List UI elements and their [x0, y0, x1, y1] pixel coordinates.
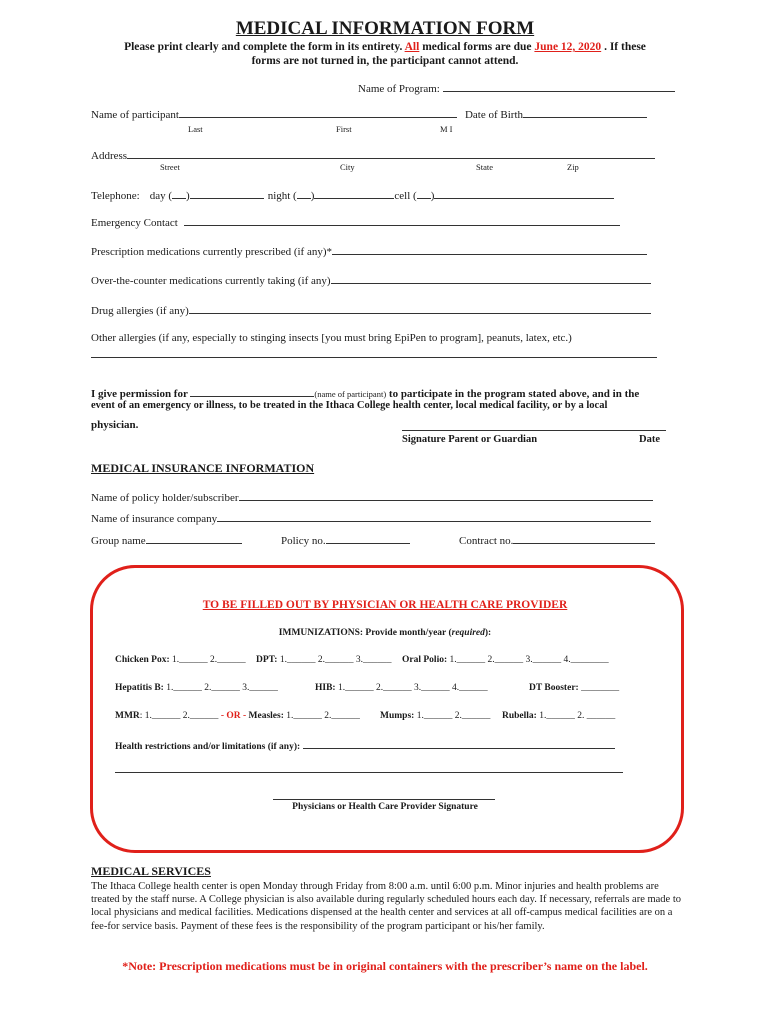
hib-group — [315, 683, 488, 693]
address-row — [91, 148, 655, 162]
hepb-field[interactable]: 1.______ 2.______ 3.______ — [166, 683, 278, 693]
dpt-label: DPT: — [256, 655, 278, 665]
chicken-pox-label: Chicken Pox: — [115, 655, 170, 665]
dob-label: Date of Birth — [464, 109, 524, 121]
mmr-field[interactable]: : 1.______ 2.______ — [139, 711, 219, 721]
contract-row — [459, 533, 655, 547]
drug-allergies-row — [91, 303, 651, 317]
rubella-field[interactable]: 1.______ 2. ______ — [539, 711, 616, 721]
other-allergies-label: Other allergies (if any, especially to stinging insects [you must bring EpiPen to program], peanuts, latex, etc.) — [91, 332, 572, 344]
restrictions-field-2[interactable] — [115, 772, 623, 773]
holder-row — [91, 490, 653, 504]
program-field[interactable] — [443, 81, 675, 92]
day-area-field[interactable] — [172, 188, 186, 199]
emergency-field[interactable] — [184, 215, 620, 226]
sub-mi: M I — [440, 124, 453, 134]
mumps-group — [380, 711, 490, 721]
permission-line3: physician. — [91, 419, 139, 431]
participant-row — [91, 107, 647, 121]
intro-line2: forms are not turned in, the participant cannot attend. — [251, 55, 519, 67]
measles-field[interactable]: 1.______ 2.______ — [286, 711, 360, 721]
permission-lead: I give permission for — [91, 388, 191, 400]
day-paren: ) — [186, 190, 190, 202]
dt-field[interactable]: ________ — [581, 683, 620, 693]
holder-field[interactable] — [239, 490, 653, 501]
permission-line2: event of an emergency or illness, to be treated in the Ithaca College health center, local medical facility, or by a local — [91, 400, 608, 411]
group-row — [91, 533, 242, 547]
immun-label: IMMUNIZATIONS: Provide month/year ( — [278, 628, 452, 638]
immun-row-3 — [115, 711, 360, 721]
intro-part2: medical forms are due — [419, 41, 535, 53]
night-label: night ( — [267, 190, 297, 202]
sub-city: City — [340, 162, 355, 172]
prescription-field[interactable] — [332, 244, 647, 255]
sub-street: Street — [160, 162, 180, 172]
hepb-label: Hepatitis B: — [115, 683, 164, 693]
address-label: Address — [91, 150, 128, 162]
emergency-label: Emergency Contact — [91, 217, 178, 229]
hepb-group — [115, 683, 278, 693]
intro-all: All — [404, 41, 420, 53]
immun-required: required — [451, 628, 485, 638]
night-paren: ) — [310, 190, 315, 202]
otc-label: Over-the-counter medications currently taking (if any) — [91, 275, 331, 287]
immunizations-header — [0, 628, 770, 638]
day-label: day ( — [149, 190, 173, 202]
or-label: - OR - — [218, 711, 249, 721]
cell-area-field[interactable] — [417, 188, 431, 199]
permission-line1 — [91, 386, 639, 400]
other-allergies-field[interactable] — [91, 357, 657, 358]
program-row — [358, 81, 675, 95]
services-text: The Ithaca College health center is open Monday through Friday from 8:00 a.m. until 6:00 p.m. Minor injuries and health problems are treated by the staff nurse. A College physician is also available during regularly scheduled hours each day. If necessary, referrals are made to local physicians and medical facilities. Medications dispensed at the health center and services at all off-campus medical facilities are on a fee-for service basis. Payment of these fees is the responsibility of the program participant or his/her family. — [91, 881, 682, 932]
dt-label: DT Booster: — [529, 683, 579, 693]
telephone-row — [91, 188, 614, 202]
sub-state: State — [476, 162, 493, 172]
immun-row-1 — [115, 655, 246, 665]
prescription-label: Prescription medications currently prescribed (if any)* — [91, 246, 333, 258]
physician-section-title: TO BE FILLED OUT BY PHYSICIAN OR HEALTH CARE PROVIDER — [202, 599, 568, 611]
policy-field[interactable] — [326, 533, 410, 544]
sub-last: Last — [188, 124, 203, 134]
holder-label: Name of policy holder/subscriber — [91, 492, 239, 504]
physician-signature-field[interactable] — [273, 799, 495, 800]
company-row — [91, 511, 651, 525]
company-field[interactable] — [217, 511, 651, 522]
telephone-label: Telephone: — [91, 190, 140, 202]
cell-paren: ) — [430, 190, 435, 202]
drug-allergies-label: Drug allergies (if any) — [91, 305, 189, 317]
contract-field[interactable] — [513, 533, 655, 544]
permission-text1: to participate in the program stated above, and in the — [386, 388, 640, 400]
prescription-note: *Note: Prescription medications must be in original containers with the prescriber’s name on the label. — [122, 959, 648, 973]
permission-name-note: (name of participant) — [314, 389, 387, 399]
oral-polio-field[interactable]: 1.______ 2.______ 3.______ 4.________ — [449, 655, 609, 665]
restrictions-row — [115, 739, 615, 752]
restrictions-label: Health restrictions and/or limitations (if any): — [115, 742, 303, 752]
mmr-label: MMR — [115, 711, 140, 721]
sub-first: First — [336, 124, 352, 134]
group-label: Group name — [91, 535, 146, 547]
cell-label: cell ( — [394, 190, 417, 202]
oral-polio-label: Oral Polio: — [402, 655, 448, 665]
parent-signature-label: Signature Parent or Guardian — [402, 434, 538, 445]
address-field[interactable] — [127, 148, 655, 159]
measles-label: Measles: — [248, 711, 284, 721]
participant-field[interactable] — [179, 107, 457, 118]
drug-allergies-field[interactable] — [189, 303, 651, 314]
intro-part1: Please print clearly and complete the form in its entirety. — [124, 41, 405, 53]
group-field[interactable] — [146, 533, 242, 544]
night-area-field[interactable] — [297, 188, 311, 199]
prescription-row — [91, 244, 647, 258]
due-date: June 12, 2020 — [534, 41, 602, 53]
parent-signature-field[interactable] — [402, 430, 666, 431]
participant-label: Name of participant — [91, 109, 179, 121]
intro-text — [60, 40, 710, 68]
form-title: MEDICAL INFORMATION FORM — [235, 18, 535, 39]
parent-date-label: Date — [639, 434, 660, 445]
restrictions-field[interactable] — [303, 739, 615, 749]
hib-field[interactable]: 1.______ 2.______ 3.______ 4.______ — [337, 683, 488, 693]
mumps-label: Mumps: — [380, 711, 415, 721]
dpt-group — [256, 655, 391, 665]
contract-label: Contract no. — [459, 535, 514, 547]
program-label: Name of Program: — [358, 83, 443, 95]
physician-signature-label: Physicians or Health Care Provider Signature — [292, 802, 478, 812]
hib-label: HIB: — [315, 683, 336, 693]
dpt-field[interactable]: 1.______ 2.______ 3.______ — [279, 655, 392, 665]
policy-label: Policy no. — [281, 535, 326, 547]
policy-row — [281, 533, 410, 547]
dob-field[interactable] — [523, 107, 647, 118]
oral-polio-group — [402, 655, 609, 665]
sub-zip: Zip — [567, 162, 579, 172]
permission-name-field[interactable] — [190, 386, 314, 397]
night-phone-field[interactable] — [314, 188, 394, 199]
cell-phone-field[interactable] — [434, 188, 614, 199]
rubella-label: Rubella: — [502, 711, 537, 721]
company-label: Name of insurance company — [91, 513, 218, 525]
insurance-header: MEDICAL INSURANCE INFORMATION — [91, 461, 315, 475]
immun-close: ): — [484, 628, 492, 638]
otc-field[interactable] — [331, 273, 651, 284]
chicken-pox-field[interactable]: 1.______ 2.______ — [172, 655, 246, 665]
otc-row — [91, 273, 651, 287]
mumps-field[interactable]: 1.______ 2.______ — [416, 711, 491, 721]
emergency-row — [91, 215, 620, 229]
intro-part3: . If these — [601, 41, 646, 53]
dt-group — [529, 683, 619, 693]
services-header: MEDICAL SERVICES — [91, 864, 211, 878]
day-phone-field[interactable] — [190, 188, 264, 199]
rubella-group — [502, 711, 615, 721]
